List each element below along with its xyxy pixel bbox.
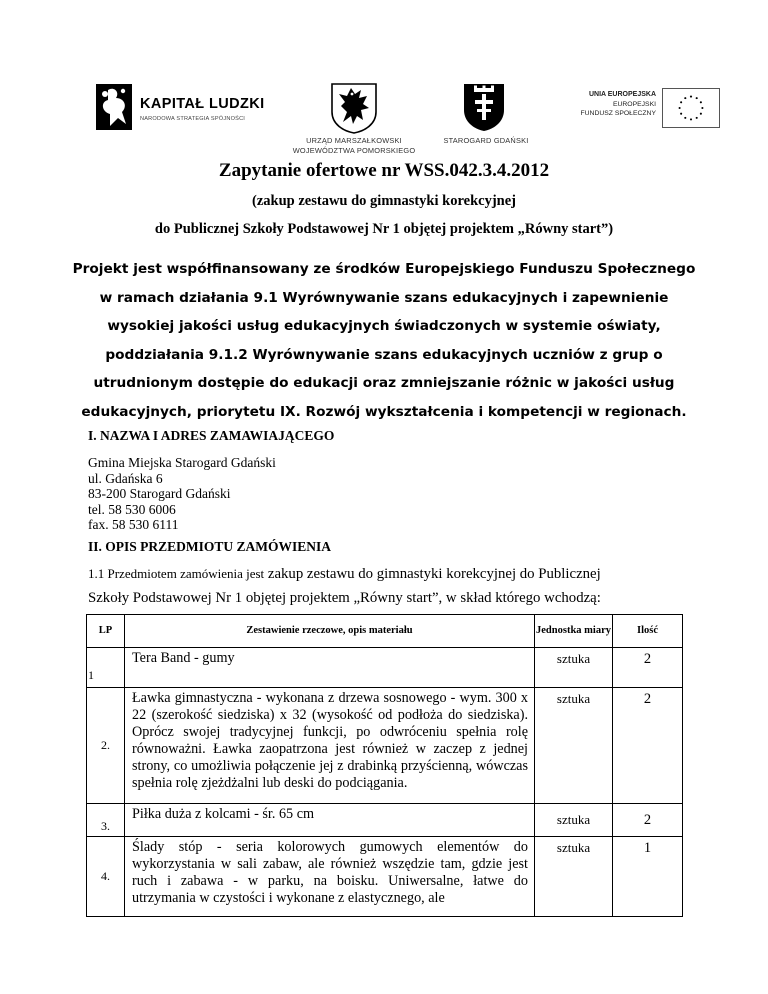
project-statement	[70, 255, 698, 426]
eu-line1: UNIA EUROPEJSKA	[588, 91, 656, 98]
table-row	[87, 688, 683, 804]
order-intro-rest: zakup zestawu do gimnastyki korekcyjnej do Publicznej	[264, 566, 601, 582]
row-desc: Piłka duża z kolcami - śr. 65 cm	[125, 804, 535, 837]
eu-logo	[562, 88, 722, 132]
items-table	[86, 614, 683, 917]
row-qty: 2	[613, 648, 683, 688]
row-unit: sztuka	[535, 648, 613, 688]
document-subtitle-2: do Publicznej Szkoły Podstawowej Nr 1 objętej projektem „Równy start”)	[154, 221, 614, 237]
project-line: edukacyjnych, priorytetu IX. Rozwój wykształcenia i kompetencji w regionach.	[81, 403, 687, 420]
section-2-heading: II. OPIS PRZEDMIOTU ZAMÓWIENIA	[88, 539, 332, 554]
header-unit: Jednostka miary	[535, 615, 613, 648]
project-line: utrudnionym dostępie do edukacji oraz zmniejszanie różnic w jakości usług	[93, 375, 675, 391]
row-lp: 1	[87, 648, 125, 688]
row-unit: sztuka	[535, 688, 613, 804]
row-unit: sztuka	[535, 837, 613, 917]
eu-flag-icon	[662, 88, 720, 128]
starogard-name: STAROGARD GDAŃSKI	[443, 136, 529, 145]
section-1-heading: I. NAZWA I ADRES ZAMAWIAJĄCEGO	[88, 428, 335, 443]
order-intro-small: 1.1 Przedmiotem zamówienia jest	[88, 566, 265, 581]
project-line: w ramach działania 9.1 Wyrównywanie szans edukacyjnych i zapewnienie	[99, 289, 669, 306]
project-line: Projekt jest współfinansowany ze środków Europejskiego Funduszu Społecznego	[72, 261, 696, 277]
kapital-ludzki-logo	[96, 84, 266, 134]
document-subtitle-1: (zakup zestawu do gimnastyki korekcyjnej	[252, 193, 516, 209]
row-desc: Ślady stóp - seria kolorowych gumowych elementów do wykorzystania w sali zabaw, ale również wszędzie tam, gdzie jest ruch i zabawa - w parku, na boisku. Uniwersalne, łatwe do utrzymania w czystości i wykonane z elastycznego, ale	[125, 837, 535, 917]
table-row	[87, 804, 683, 837]
kapital-ludzki-icon	[96, 84, 132, 130]
address-line: Gmina Miejska Starogard Gdański	[88, 455, 276, 470]
header-qty: Ilość	[613, 615, 683, 648]
project-line: wysokiej jakości usług edukacyjnych świadczonych w systemie oświaty,	[107, 318, 661, 334]
row-lp: 2.	[87, 688, 125, 804]
address-line: fax. 58 530 6111	[88, 517, 179, 533]
urzad-marszalkowski-logo	[284, 80, 434, 155]
document-title: Zapytanie ofertowe nr WSS.042.3.4.2012	[218, 160, 550, 181]
address-line: ul. Gdańska 6	[88, 470, 163, 486]
eu-text	[580, 90, 656, 119]
table-row	[87, 648, 683, 688]
table-row	[87, 837, 683, 917]
eu-line3: FUNDUSZ SPOŁECZNY	[580, 110, 656, 118]
table-header-row	[87, 615, 683, 648]
row-unit: sztuka	[535, 804, 613, 837]
starogard-logo	[440, 80, 540, 150]
kapital-ludzki-title: KAPITAŁ LUDZKI	[140, 96, 265, 112]
row-lp: 4.	[87, 837, 125, 917]
order-intro-line1	[88, 566, 680, 583]
header-desc: Zestawienie rzeczowe, opis materiału	[125, 615, 535, 648]
project-line: poddziałania 9.1.2 Wyrównywanie szans edukacyjnych uczniów z grup o	[105, 346, 663, 363]
kapital-ludzki-subtitle: NARODOWA STRATEGIA SPÓJNOŚCI	[140, 116, 246, 122]
eu-line2: EUROPEJSKI	[612, 100, 656, 108]
starogard-crest-icon	[462, 82, 506, 132]
address-line: 83-200 Starogard Gdański	[88, 486, 231, 502]
row-desc: Ławka gimnastyczna - wykonana z drzewa sosnowego - wym. 300 x 22 (szerokość siedziska) x 32 (wysokość od podłoża do siedziska). Oprócz swojej tradycyjnej funkcji, po odwróceniu spełnia rolę równoważni. Ławka zaopatrzona jest również w zaczep z jednej strony, co umożliwia połączenie jej z drabinką przyścienną, wówczas spełnia rolę zjeżdżalni lub deski do podciągania.	[125, 688, 535, 804]
griffin-crest-icon	[329, 82, 379, 134]
address-line: tel. 58 530 6006	[88, 501, 176, 517]
row-lp: 3.	[87, 804, 125, 837]
urzad-line2: WOJEWÓDZTWA POMORSKIEGO	[292, 146, 416, 155]
header-lp: LP	[87, 615, 125, 648]
row-qty: 2	[613, 688, 683, 804]
row-qty: 1	[613, 837, 683, 917]
row-qty: 2	[613, 804, 683, 837]
row-desc: Tera Band - gumy	[125, 648, 535, 688]
order-intro-line2: Szkoły Podstawowej Nr 1 objętej projektem „Równy start”, w skład którego wchodzą:	[88, 590, 601, 606]
urzad-line1: URZĄD MARSZAŁKOWSKI	[306, 136, 402, 145]
